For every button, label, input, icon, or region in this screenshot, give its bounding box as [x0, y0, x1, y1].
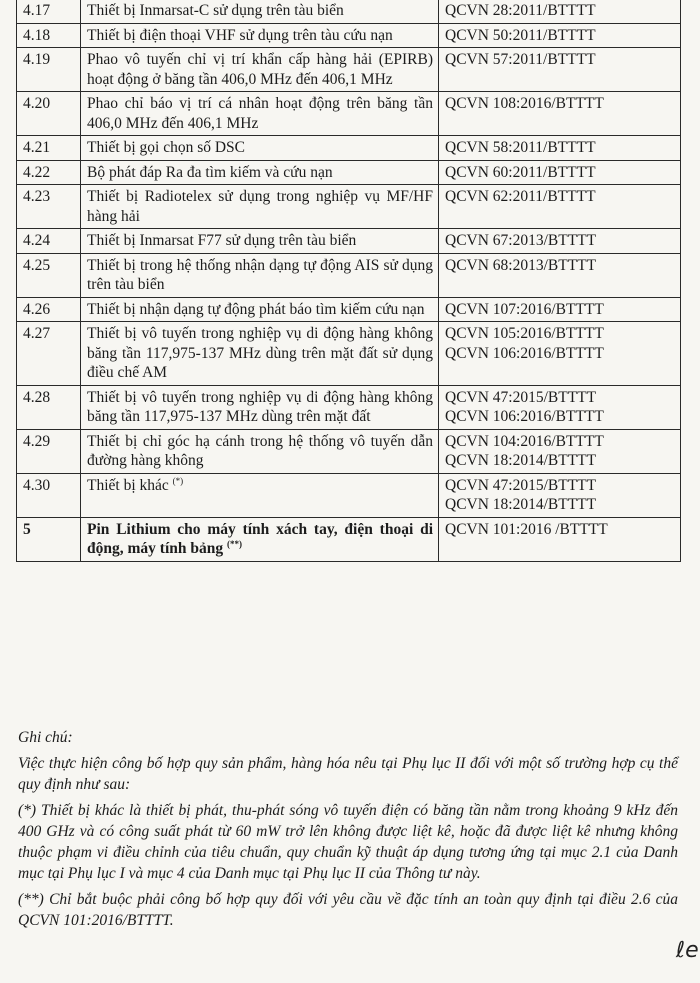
- row-number: 4.20: [17, 92, 81, 136]
- standard-code: QCVN 67:2013/BTTTT: [445, 232, 597, 249]
- row-number: 4.23: [17, 185, 81, 229]
- row-standard: [439, 23, 681, 48]
- device-name-text: Thiết bị gọi chọn số DSC: [87, 139, 246, 156]
- row-number: 4.30: [17, 473, 81, 517]
- device-name-text: Thiết bị chỉ góc hạ cánh trong hệ thống vô tuyến dẫn đường hàng không: [87, 432, 433, 469]
- row-number: 4.22: [17, 160, 81, 185]
- device-name-text: Thiết bị trong hệ thống nhận dạng tự động AIS sử dụng trên tàu biển: [87, 256, 433, 293]
- standard-code: QCVN 18:2014/BTTTT: [445, 452, 597, 469]
- standard-code: QCVN 50:2011/BTTTT: [445, 26, 596, 44]
- row-standard: [439, 385, 681, 429]
- standard-code: QCVN 47:2015/BTTTT: [445, 476, 597, 494]
- standard-code: QCVN 105:2016/BTTTT: [445, 325, 604, 342]
- note-two: (**) Chỉ bắt buộc phải công bố hợp quy đối với yêu cầu về đặc tính an toàn quy định tại điều 2.6 của QCVN 101:2016/BTTTT.: [18, 891, 678, 929]
- standard-code: QCVN 18:2014/BTTTT: [445, 496, 597, 513]
- note-one: (*) Thiết bị khác là thiết bị phát, thu-phát sóng vô tuyến điện có băng tần nằm trong khoảng 9 kHz đến 400 GHz và có công suất phát từ 60 mW trở lên không được liệt kê, hoặc đã được liệt kê nhưng không thuộc phạm vi điều chỉnh của tiêu chuẩn, quy chuẩn kỹ thuật áp dụng tương ứng tại mục 2.1 của Danh mục tại Phụ lục I và mục 4 của Danh mục tại Phụ lục II của Thông tư này.: [18, 802, 678, 882]
- row-device-name: [81, 23, 439, 48]
- standard-code: QCVN 62:2011/BTTTT: [445, 188, 596, 205]
- row-number: 4.21: [17, 136, 81, 161]
- table-row: [17, 429, 681, 473]
- device-name-text: Thiết bị khác: [87, 476, 169, 494]
- handwritten-initial: ℓe: [676, 938, 699, 963]
- row-device-name: [81, 185, 439, 229]
- table-row: [17, 185, 681, 229]
- standard-code: QCVN 68:2013/BTTTT: [445, 256, 597, 274]
- table-row: [17, 92, 681, 136]
- table-row: [17, 48, 681, 92]
- row-device-name: [81, 229, 439, 254]
- device-name-text: Thiết bị Inmarsat-C sử dụng trên tàu biển: [87, 2, 344, 19]
- table-row: [17, 136, 681, 161]
- standard-code: QCVN 106:2016/BTTTT: [445, 344, 604, 362]
- row-number: 4.24: [17, 229, 81, 254]
- table-row: [17, 517, 681, 561]
- device-name-text: Bộ phát đáp Ra đa tìm kiếm và cứu nạn: [87, 163, 333, 181]
- standard-code: QCVN 60:2011/BTTTT: [445, 163, 596, 181]
- row-standard: [439, 517, 681, 561]
- device-name-text: Phao vô tuyến chỉ vị trí khẩn cấp hàng hải (EPIRB) hoạt động ở băng tần 406,0 MHz đến 406,1 MHz: [87, 51, 433, 88]
- table-row: [17, 322, 681, 386]
- row-standard: [439, 92, 681, 136]
- row-number: 5: [17, 517, 81, 561]
- row-number: 4.18: [17, 23, 81, 48]
- device-name-text: Thiết bị Inmarsat F77 sử dụng trên tàu biển: [87, 232, 357, 249]
- standard-code: QCVN 28:2011/BTTTT: [445, 2, 596, 19]
- notes-section: [18, 727, 678, 936]
- row-number: 4.28: [17, 385, 81, 429]
- footnote-marker: (*): [172, 475, 184, 486]
- row-standard: [439, 48, 681, 92]
- row-device-name: [81, 0, 439, 23]
- device-name-text: Thiết bị vô tuyến trong nghiệp vụ di động hàng không băng tần 117,975-137 MHz dùng trên mặt đất: [87, 388, 433, 425]
- standard-code: QCVN 47:2015/BTTTT: [445, 388, 597, 406]
- row-standard: [439, 136, 681, 161]
- standard-code: QCVN 101:2016 /BTTTT: [445, 520, 608, 538]
- notes-title: Ghi chú:: [18, 729, 73, 746]
- standard-code: QCVN 106:2016/BTTTT: [445, 408, 604, 425]
- table-row: [17, 160, 681, 185]
- row-standard: [439, 322, 681, 386]
- regulation-table: [16, 0, 681, 562]
- row-device-name: [81, 160, 439, 185]
- device-name-text: Thiết bị điện thoại VHF sử dụng trên tàu cứu nạn: [87, 26, 393, 44]
- table-row: [17, 23, 681, 48]
- footnote-marker: (**): [226, 538, 242, 549]
- standard-code: QCVN 57:2011/BTTTT: [445, 51, 596, 68]
- row-standard: [439, 297, 681, 322]
- table-row: [17, 253, 681, 297]
- row-standard: [439, 473, 681, 517]
- standard-code: QCVN 58:2011/BTTTT: [445, 139, 596, 156]
- row-device-name: [81, 473, 439, 517]
- row-number: 4.19: [17, 48, 81, 92]
- row-device-name: [81, 136, 439, 161]
- device-name-text: Phao chỉ báo vị trí cá nhân hoạt động trên băng tần 406,0 MHz đến 406,1 MHz: [87, 95, 433, 132]
- row-device-name: [81, 253, 439, 297]
- row-standard: [439, 429, 681, 473]
- row-number: 4.25: [17, 253, 81, 297]
- table-row: [17, 0, 681, 23]
- row-number: 4.27: [17, 322, 81, 386]
- row-number: 4.26: [17, 297, 81, 322]
- row-device-name: [81, 48, 439, 92]
- row-device-name: [81, 385, 439, 429]
- device-name-text: Thiết bị nhận dạng tự động phát báo tìm kiếm cứu nạn: [87, 300, 425, 318]
- row-standard: [439, 253, 681, 297]
- device-name-text: Thiết bị vô tuyến trong nghiệp vụ di động hàng không băng tần 117,975-137 MHz dùng trên mặt đất sử dụng điều chế AM: [87, 325, 433, 381]
- row-standard: [439, 160, 681, 185]
- standard-code: QCVN 107:2016/BTTTT: [445, 300, 604, 318]
- device-name-text: Pin Lithium cho máy tính xách tay, điện thoại di động, máy tính bảng: [87, 520, 433, 557]
- row-device-name: [81, 322, 439, 386]
- row-device-name: [81, 429, 439, 473]
- row-standard: [439, 0, 681, 23]
- row-device-name: [81, 92, 439, 136]
- regulation-table-body: [17, 0, 681, 561]
- row-standard: [439, 229, 681, 254]
- table-row: [17, 473, 681, 517]
- table-row: [17, 229, 681, 254]
- row-standard: [439, 185, 681, 229]
- row-number: 4.17: [17, 0, 81, 23]
- notes-intro: Việc thực hiện công bố hợp quy sản phẩm, hàng hóa nêu tại Phụ lục II đối với một số trường hợp cụ thể quy định như sau:: [18, 755, 678, 793]
- standard-code: QCVN 108:2016/BTTTT: [445, 95, 604, 112]
- row-device-name: [81, 517, 439, 561]
- table-row: [17, 385, 681, 429]
- table-row: [17, 297, 681, 322]
- row-device-name: [81, 297, 439, 322]
- standard-code: QCVN 104:2016/BTTTT: [445, 432, 604, 450]
- row-number: 4.29: [17, 429, 81, 473]
- device-name-text: Thiết bị Radiotelex sử dụng trong nghiệp vụ MF/HF hàng hải: [87, 188, 433, 225]
